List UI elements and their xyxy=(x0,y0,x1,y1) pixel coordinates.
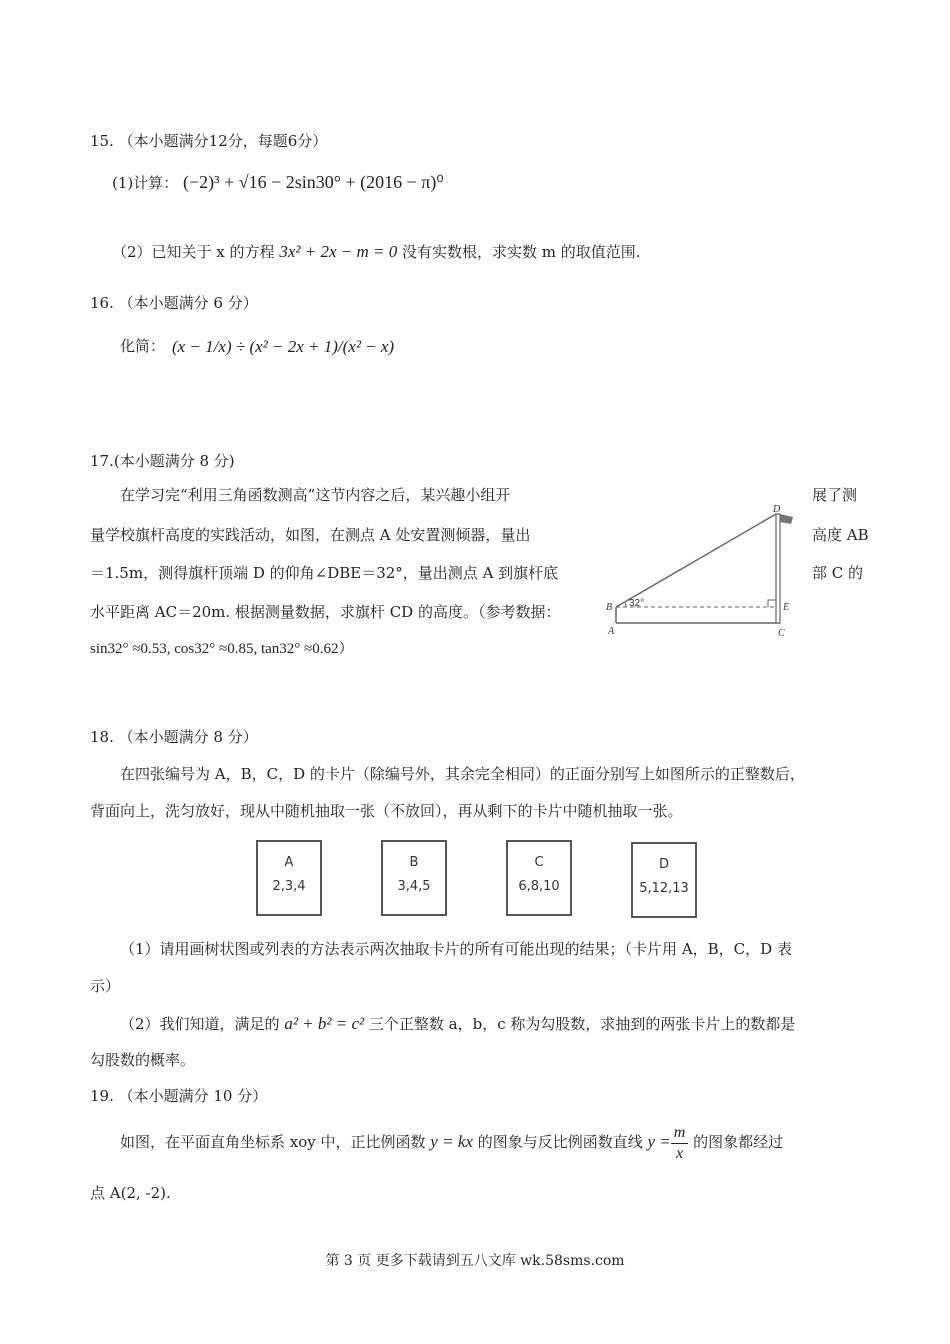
card-c-values: 6,8,10 xyxy=(518,879,560,894)
q19-line-2: 点 A(2, -2). xyxy=(90,1184,171,1202)
q17-right-fragment-3: 部 C 的 xyxy=(812,564,864,582)
q15-header: 15. （本小题满分12分，每题6分） xyxy=(90,132,328,150)
q17-header: 17.(本小题满分 8 分) xyxy=(90,452,235,470)
page-footer: 第 3 页 更多下载请到五八文库 wk.58sms.com xyxy=(325,1253,625,1269)
right-angle-mark xyxy=(768,600,776,607)
q18-intro-line-2: 背面向上，洗匀放好，现从中随机抽取一张（不放回），再从剩下的卡片中随机抽取一张。 xyxy=(90,802,683,820)
q19-line1-text-b: 的图象与反比例函数直线 xyxy=(477,1133,643,1151)
q18-part2-line-2: 勾股数的概率。 xyxy=(90,1051,196,1069)
card-b-label: B xyxy=(409,855,419,870)
card-a-values: 2,3,4 xyxy=(272,879,306,894)
flagpole-cd xyxy=(776,514,780,623)
card-d-label: D xyxy=(658,857,669,872)
q19-line-1 xyxy=(120,1122,783,1164)
q17-line-3: ＝1.5m，测得旗杆顶端 D 的仰角∠DBE＝32°，量出测点 A 到旗杆底 xyxy=(90,564,559,582)
q18-header: 18. （本小题满分 8 分） xyxy=(90,728,258,746)
q19-header: 19. （本小题满分 10 分） xyxy=(90,1087,268,1105)
point-a-label: A xyxy=(608,626,615,637)
q19-line1-text-c: 的图象都经过 xyxy=(693,1133,784,1151)
q16-expression-text: (x − 1/x) ÷ (x² − 2x + 1)/(x² − x) xyxy=(172,337,395,356)
q19-eq-inverse-fraction xyxy=(671,1123,689,1164)
point-b-label: B xyxy=(606,602,613,613)
point-d-label: D xyxy=(773,504,781,515)
q16-label: 化简： xyxy=(120,337,166,355)
q17-right-fragment-2: 高度 AB xyxy=(812,526,869,544)
card-c xyxy=(506,840,572,916)
card-a xyxy=(256,840,322,916)
point-e-label: E xyxy=(783,602,790,613)
q17-line-1: 在学习完“利用三角函数测高”这节内容之后，某兴趣小组开 xyxy=(120,486,511,504)
flag xyxy=(780,514,793,524)
q18-part1-line-2: 示） xyxy=(90,977,121,995)
card-c-label: C xyxy=(534,855,544,870)
q15-part2-equation: 3x² + 2x − m = 0 xyxy=(279,242,398,261)
card-d-values: 5,12,13 xyxy=(639,881,689,896)
card-b-values: 3,4,5 xyxy=(397,879,431,894)
q18-part2-suffix: 三个正整数 a，b，c 称为勾股数，求抽到的两张卡片上的数都是 xyxy=(368,1015,796,1033)
q15-part2 xyxy=(112,242,641,262)
q18-part2-equation: a² + b² = c² xyxy=(284,1014,365,1033)
q15-part1-label: (1)计算： xyxy=(112,174,179,192)
q19-eq-direct: y = kx xyxy=(430,1132,473,1151)
q18-part2-line-1 xyxy=(120,1014,795,1034)
q19-fraction-denominator: x xyxy=(675,1144,684,1162)
q16-expression xyxy=(172,326,394,368)
card-d xyxy=(631,842,697,918)
q18-intro-line-1: 在四张编号为 A，B，C，D 的卡片（除编号外，其余完全相同）的正面分别写上如图所示的正整数后， xyxy=(120,765,805,783)
point-c-label: C xyxy=(778,628,785,639)
q15-part1 xyxy=(112,172,444,193)
q18-part2-prefix: （2）我们知道，满足的 xyxy=(120,1015,280,1033)
sight-line-bd xyxy=(616,514,776,607)
q17-line-5: sin32° ≈0.53, cos32° ≈0.85, tan32° ≈0.62） xyxy=(90,641,354,657)
q16-header: 16. （本小题满分 6 分） xyxy=(90,294,258,312)
angle-label: 32° xyxy=(629,598,645,609)
card-b xyxy=(381,840,447,916)
q18-part1-line-1: （1）请用画树状图或列表的方法表示两次抽取卡片的所有可能出现的结果；（卡片用 A，B，C，D 表 xyxy=(120,940,792,958)
q19-fraction-numerator: m xyxy=(671,1123,689,1144)
q17-line-2: 量学校旗杆高度的实践活动，如图，在测点 A 处安置测倾器，量出 xyxy=(90,526,531,544)
q15-part1-expression: (−2)³ + √16 − 2sin30° + (2016 − π)⁰ xyxy=(183,172,444,192)
q17-line-4: 水平距离 AC＝20m. 根据测量数据，求旗杆 CD 的高度。（参考数据： xyxy=(90,603,561,621)
card-a-label: A xyxy=(284,855,294,870)
q19-eq-inverse-lhs: y = xyxy=(647,1132,671,1151)
flagpole-diagram xyxy=(605,500,805,645)
q19-line1-text-a: 如图，在平面直角坐标系 xoy 中，正比例函数 xyxy=(120,1133,426,1151)
q15-part2-suffix: 没有实数根，求实数 m 的取值范围. xyxy=(402,243,641,261)
q15-part2-prefix: （2）已知关于 x 的方程 xyxy=(112,243,275,261)
q17-right-fragment-1: 展了测 xyxy=(812,486,858,504)
angle-arc xyxy=(625,602,626,607)
